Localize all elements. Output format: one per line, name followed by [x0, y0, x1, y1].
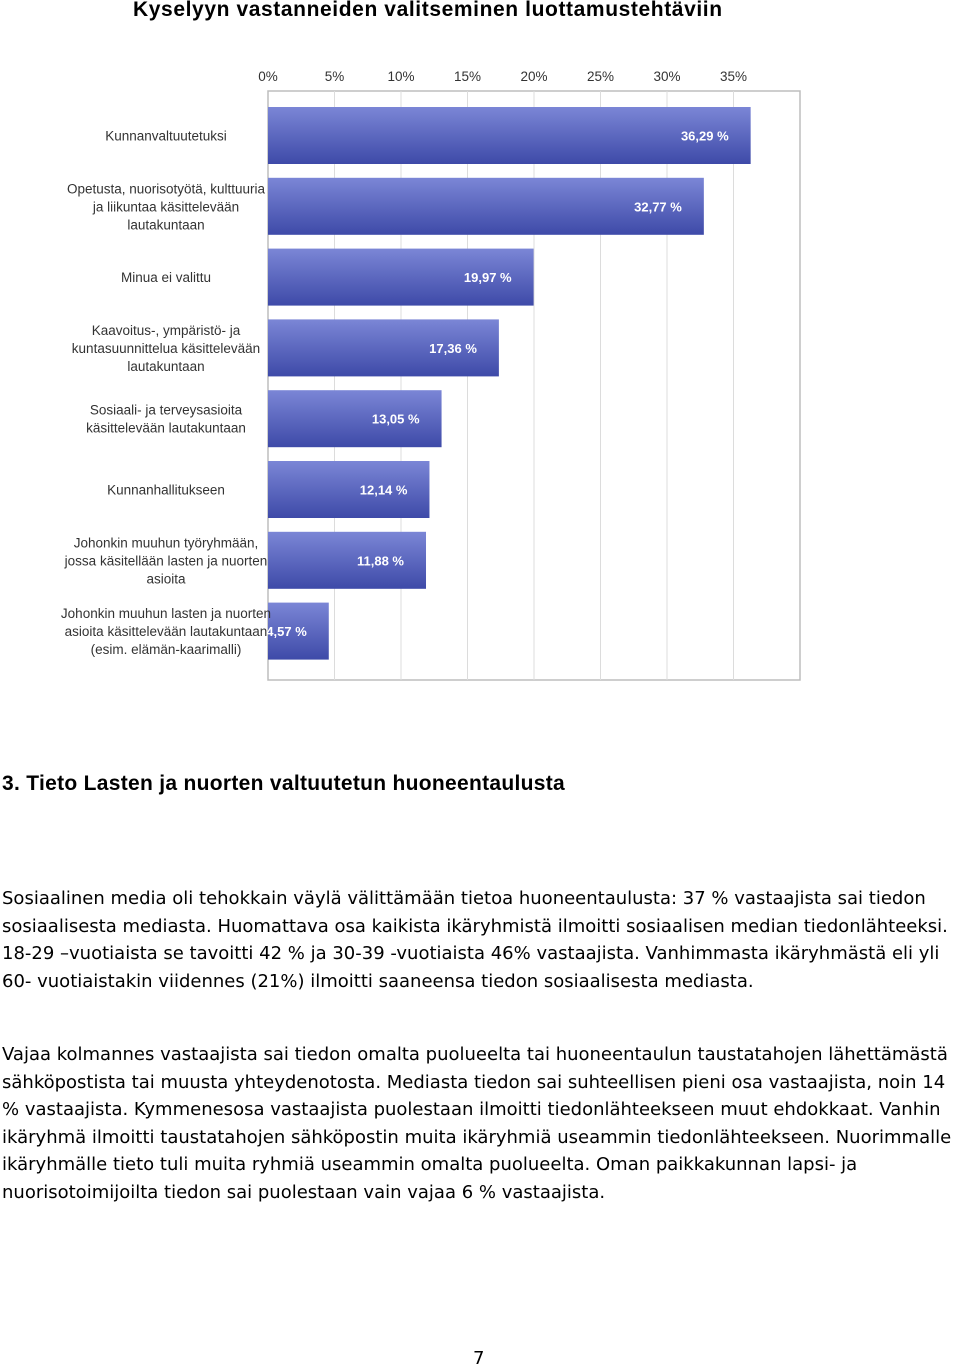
bar-value-label: 32,77 %	[634, 199, 682, 215]
x-tick-label: 30%	[653, 69, 681, 84]
category-label: Kunnanhallitukseen	[107, 482, 225, 498]
bar-value-label: 19,97 %	[463, 270, 512, 286]
section-heading-huoneentaulu: 3. Tieto Lasten ja nuorten valtuutetun huoneentaulusta	[2, 772, 566, 795]
bar-value-label: 17,36 %	[429, 340, 477, 356]
bar-value-label: 36,29 %	[680, 128, 729, 144]
x-tick-label: 20%	[520, 69, 548, 84]
bar-value-label: 12,14 %	[359, 482, 408, 498]
category-label: Opetusta, nuorisotyötä, kulttuuria ja liikuntaa käsittelevään lautakuntaan	[66, 181, 266, 233]
bar-value-label: 4,57 %	[266, 624, 307, 640]
category-label: Sosiaali- ja terveysasioita käsittelevään lautakuntaan	[86, 402, 246, 436]
page-number: 7	[473, 1348, 485, 1369]
x-tick-label: 25%	[586, 69, 615, 84]
category-label: Johonkin muuhun lasten ja nuorten asioita käsittelevään lautakuntaan (esim. elämän-kaarimalli)	[60, 606, 272, 658]
x-tick-label: 35%	[719, 69, 748, 84]
bar-value-label: 13,05 %	[371, 411, 420, 427]
body-paragraph-2: Vajaa kolmannes vastaajista sai tiedon omalta puolueelta tai huoneentaulun taustatahojen lähettämästä sähköpostista tai muusta yhteydenotosta. Mediasta tiedon sai suhteellisen pieni osa vastaajista, noin 14 % vastaajista. Kymmenesosa vastaajista puolestaan ilmoitti tiedonlähteekseen muut ehdokkaat. Vanhin ikäryhmä ilmoitti taustatahojen sähköpostin muita ikäryhmiä useammin tiedonlähteekseen. Nuorimmalle ikäryhmälle tieto tuli muita ryhmiä useammin omalta puolueelta. Oman paikkakunnan lapsi- ja nuorisotoimijoilta tiedon sai puolestaan vain vajaa 6 % vastaajista.	[2, 1044, 952, 1203]
x-tick-label: 15%	[453, 69, 482, 84]
category-label: Kaavoitus-, ympäristö- ja kuntasuunnittelua käsittelevään lautakuntaan	[71, 322, 261, 374]
bar-value-label: 11,88 %	[357, 553, 405, 569]
category-label: Minua ei valittu	[120, 270, 212, 286]
category-label: Kunnanvaltuutetuksi	[105, 128, 227, 144]
bar	[268, 107, 751, 164]
body-paragraph-1: Sosiaalinen media oli tehokkain väylä välittämään tietoa huoneentaulusta: 37 % vastaajista sai tiedon sosiaalisesta mediasta. Huomattava osa kaikista ikäryhmistä ilmoitti sosiaalisen median tiedonlähteeksi. 18-29 –vuotiaista se tavoitti 42 % ja 30-39 -vuotiaista 46% vastaajista. Vanhimmasta ikäryhmästä eli yli 60- vuotiaistakin viidennes (21%) ilmoitti saaneensa tiedon sosiaalisesta mediasta.	[2, 888, 948, 992]
x-tick-label: 10%	[387, 69, 415, 84]
x-tick-label: 0%	[258, 69, 278, 84]
section-heading-luottamustehtavat: Kyselyyn vastanneiden valitseminen luottamustehtäviin	[133, 0, 723, 21]
x-tick-label: 5%	[324, 69, 345, 84]
bar-chart	[0, 55, 960, 685]
category-label: Johonkin muuhun työryhmään, jossa käsitellään lasten ja nuorten asioita	[64, 535, 268, 587]
chart-bars	[268, 107, 751, 660]
